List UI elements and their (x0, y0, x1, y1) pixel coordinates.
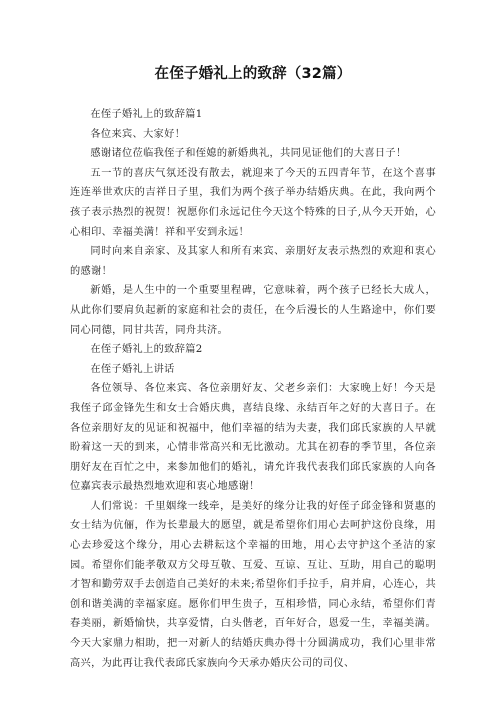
paragraph: 人们常说：千里姻缘一线牵，是美好的缘分让我的好侄子邱金锋和贤惠的女士结为伉俪，作为长辈最大的愿望，就是希望你们用心去呵护这份良缘，用心去珍爱这个缘分，用心去耕耘这个幸福的田地，用心去守护这个圣洁的家园。希望你们能孝敬双方父母互敬、互爱、互谅、互让、互助，用自己的聪明才智和勤劳双手去创造自己美好的未来;希望你们手拉手，肩并肩，心连心，共创和谐美满的幸福家庭。愿你们甲生贵子，互相珍惜，同心永结，希望你们青春美丽，新婚愉快，共享爱情，白头偕老，百年好合，恩爱一生，幸福美满。今天大家鼎力相助，把一对新人的结婚庆典办得十分圆满成功，我们心里非常高兴，为此再让我代表邱氏家族向今天承办婚庆公司的司仪、 (70, 500, 436, 669)
section-heading: 在侄子婚礼上的致辞篇1 (90, 109, 203, 120)
paragraph: 各位领导、各位来宾、各位亲朋好友、父老乡亲们：大家晚上好！今天是我侄子邱金锋先生和女士合婚庆典，喜结良缘、永结百年之好的大喜日子。在各位亲朋好友的见证和祝福中，他们幸福的结为夫妻，我们邱氏家族的人早就盼着这一天的到来，心情非常高兴和无比激动。尤其在初春的季节里，各位亲朋好友在百忙之中，来参加他们的婚礼，请允许我代表我们邱氏家族的人向各位嘉宾表示最热烈地欢迎和衷心地感谢！ (70, 383, 436, 493)
document-title: 在侄子婚礼上的致辞（32篇） (154, 66, 352, 82)
paragraph: 在侄子婚礼上讲话 (90, 363, 175, 375)
paragraph: 五一节的喜庆气氛还没有散去，就迎来了今天的五四青年节，在这个喜事连连举世欢庆的吉祥日子里，我们为两个孩子举办结婚庆典。在此，我向两个孩子表示热烈的祝贺！祝愿你们永远记住今天这个特殊的日子,从今天开始，心心相印、幸福美满！祥和平安到永远！ (70, 167, 436, 238)
paragraph: 各位来宾、大家好！ (90, 128, 186, 140)
paragraph: 感谢诸位莅临我侄子和侄媳的新婚典礼，共同见证他们的大喜日子！ (90, 148, 407, 160)
section-heading: 在侄子婚礼上的致辞篇2 (90, 344, 203, 356)
paragraph: 同时向来自亲家、及其家人和所有来宾、亲朋好友表示热烈的欢迎和衷心的感谢！ (70, 246, 436, 277)
paragraph: 新婚，是人生中的一个重要里程碑，它意味着，两个孩子已经长大成人，从此你们要肩负起新的家庭和社会的责任，在今后漫长的人生路途中，你们要同心同德，同甘共苦，同舟共济。 (70, 285, 436, 336)
document-body (70, 105, 436, 673)
